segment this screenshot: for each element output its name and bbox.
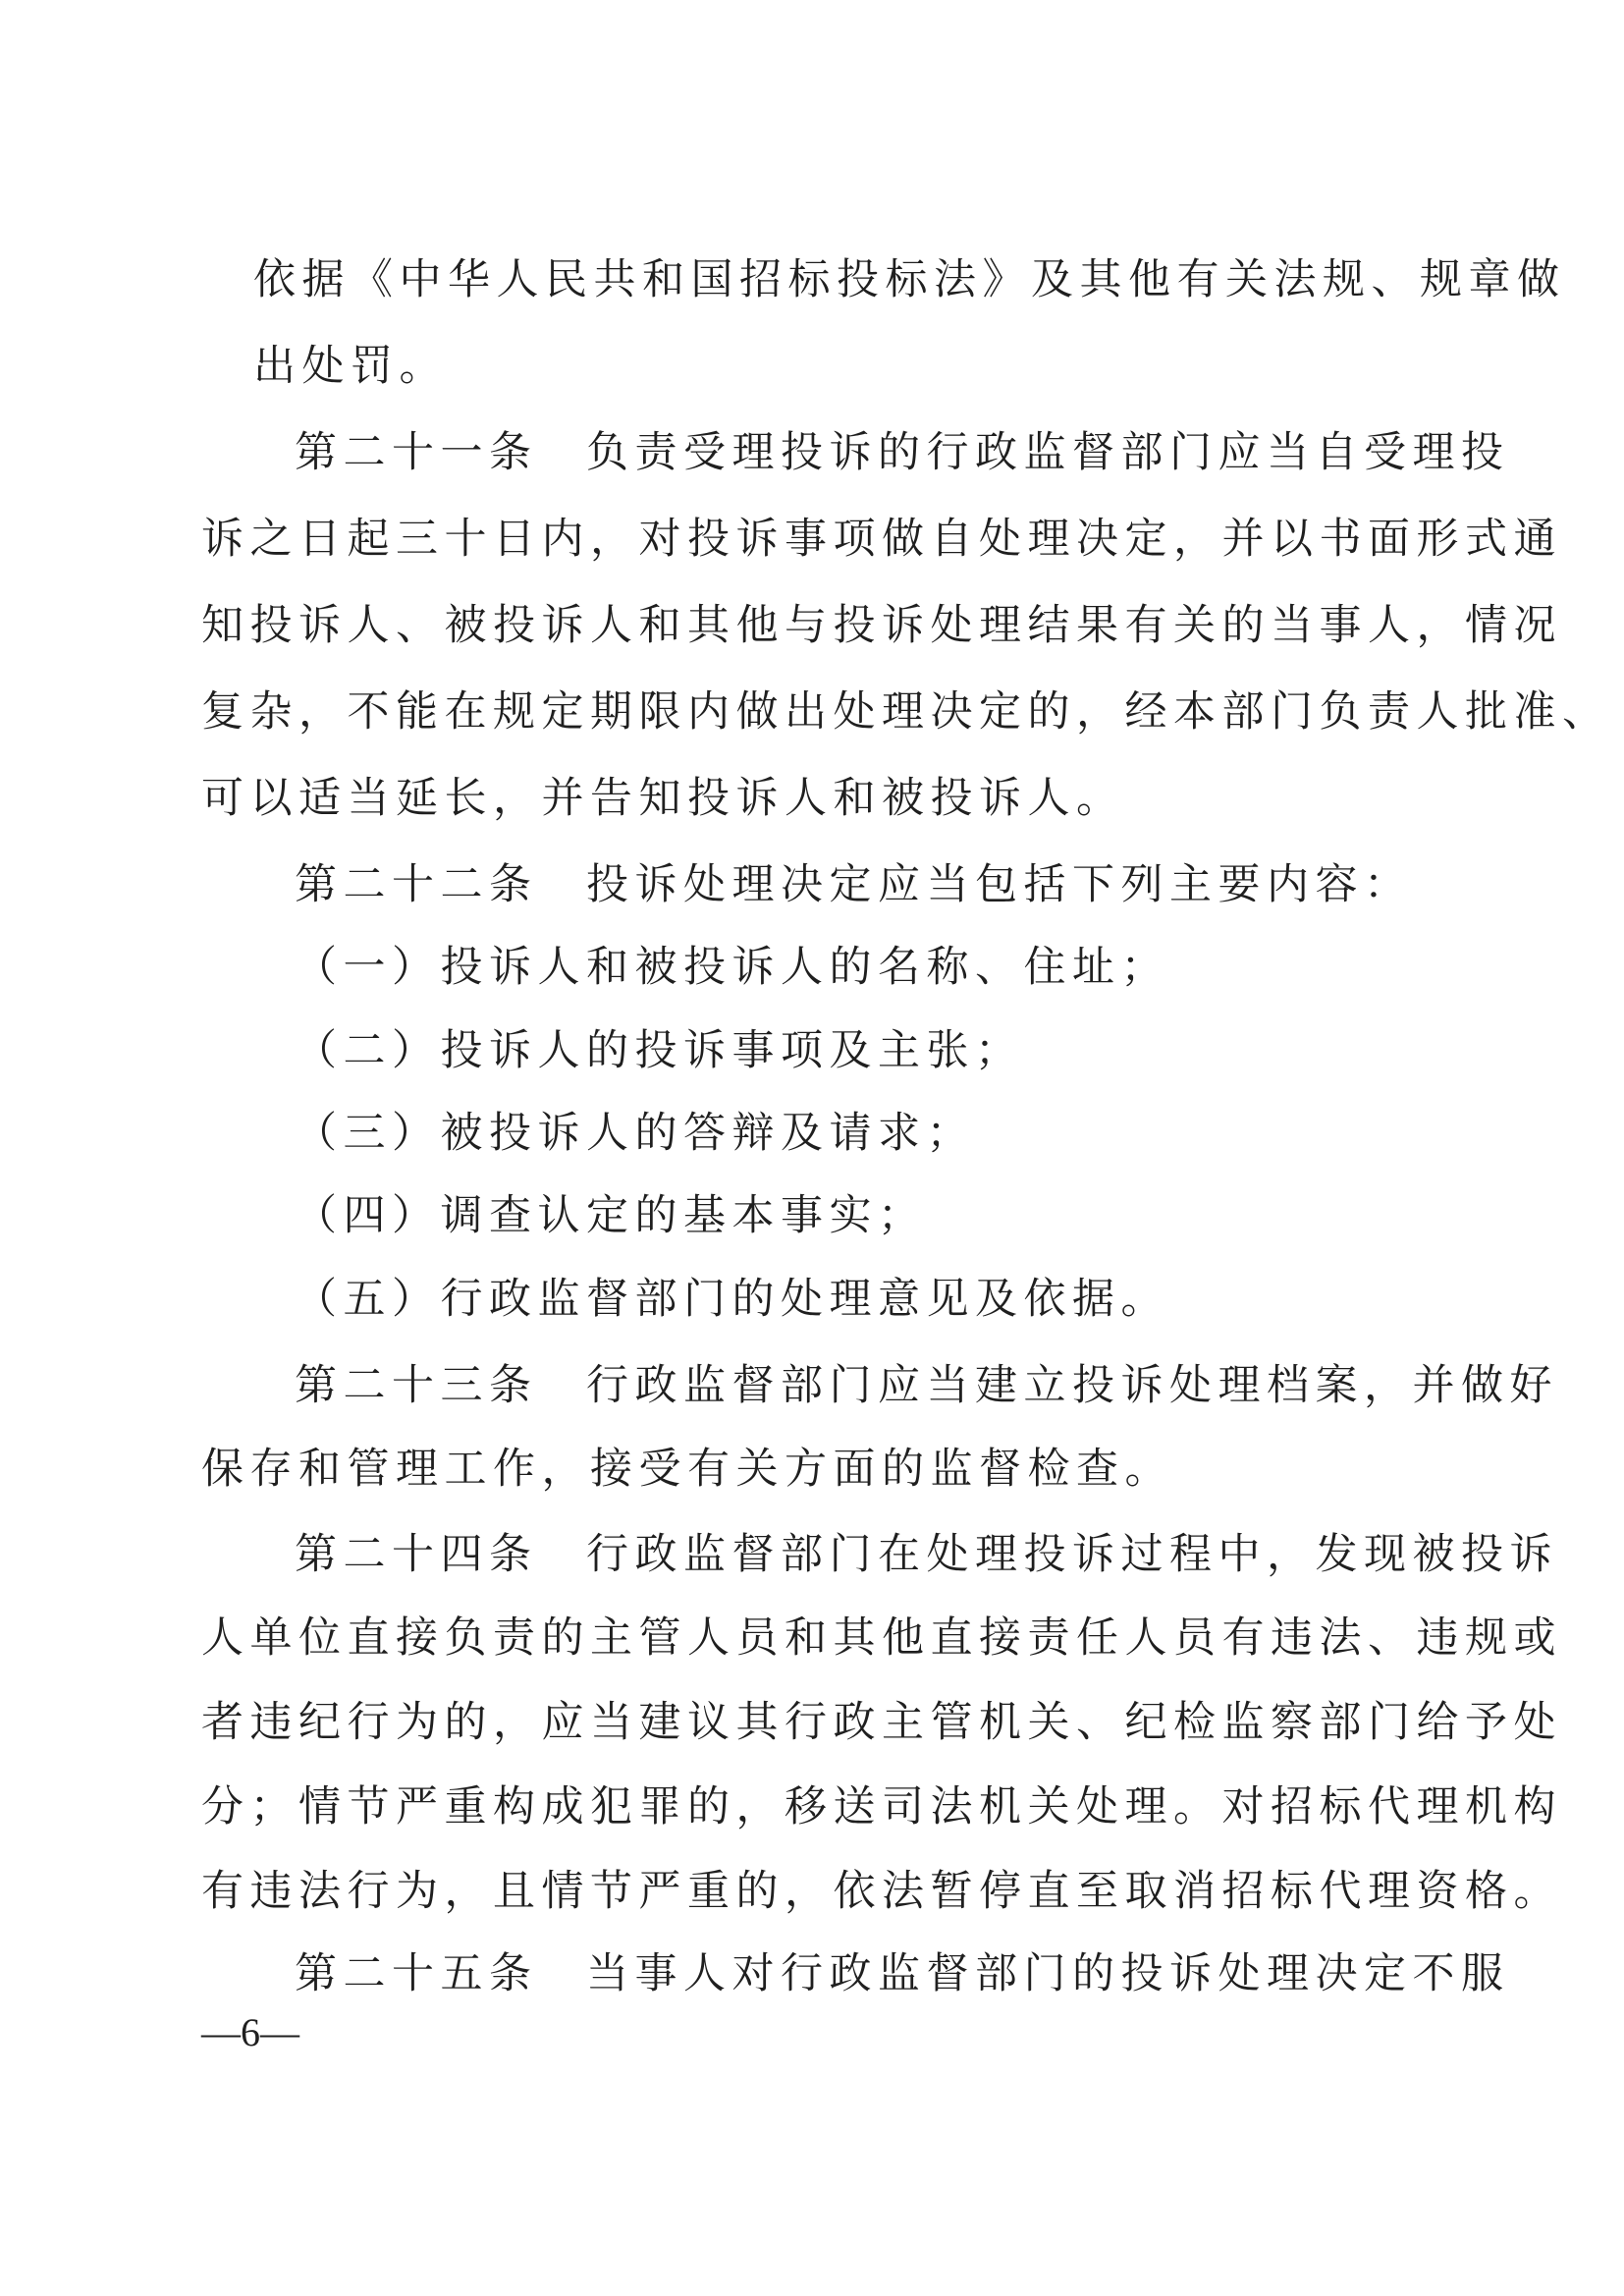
text-line-15: 保存和管理工作，接受有关方面的监督检查。 — [201, 1445, 1173, 1494]
page-number: —6— — [201, 2010, 299, 2054]
list-item-4: （四）调查认定的基本事实； — [295, 1191, 927, 1240]
article-23-heading-line: 第二十三条 行政监督部门应当建立投诉处理档案，并做好 — [295, 1361, 1558, 1410]
article-24-heading-line: 第二十四条 行政监督部门在处理投诉过程中，发现被投诉 — [295, 1530, 1558, 1579]
article-21-heading-line: 第二十一条 负责受理投诉的行政监督部门应当自受理投 — [295, 428, 1510, 477]
text-line-1: 依据《中华人民共和国招标投标法》及其他有关法规、规章做 — [253, 255, 1566, 304]
list-item-5: （五）行政监督部门的处理意见及依据。 — [295, 1275, 1169, 1324]
text-line-6: 复杂，不能在规定期限内做出处理决定的，经本部门负责人批准、 — [201, 687, 1611, 737]
article-22-heading-line: 第二十二条 投诉处理决定应当包括下列主要内容： — [295, 860, 1413, 909]
text-line-7: 可以适当延长，并告知投诉人和被投诉人。 — [201, 774, 1125, 823]
list-item-3: （三）被投诉人的答辩及请求； — [295, 1109, 975, 1158]
list-item-1: （一）投诉人和被投诉人的名称、住址； — [295, 943, 1169, 992]
list-item-2: （二）投诉人的投诉事项及主张； — [295, 1026, 1024, 1075]
article-25-heading-line: 第二十五条 当事人对行政监督部门的投诉处理决定不服 — [295, 1949, 1510, 1998]
text-line-17: 人单位直接负责的主管人员和其他直接责任人员有违法、违规或 — [201, 1613, 1562, 1663]
text-line-5: 知投诉人、被投诉人和其他与投诉处理结果有关的当事人，情况 — [201, 601, 1562, 650]
text-line-20: 有违法行为，且情节严重的，依法暂停直至取消招标代理资格。 — [201, 1867, 1562, 1916]
text-line-2: 出处罚。 — [253, 342, 448, 391]
text-line-18: 者违纪行为的，应当建议其行政主管机关、纪检监察部门给予处 — [201, 1698, 1562, 1747]
text-line-19: 分；情节严重构成犯罪的，移送司法机关处理。对招标代理机构 — [201, 1782, 1562, 1831]
text-line-4: 诉之日起三十日内，对投诉事项做自处理决定，并以书面形式通 — [201, 515, 1562, 564]
